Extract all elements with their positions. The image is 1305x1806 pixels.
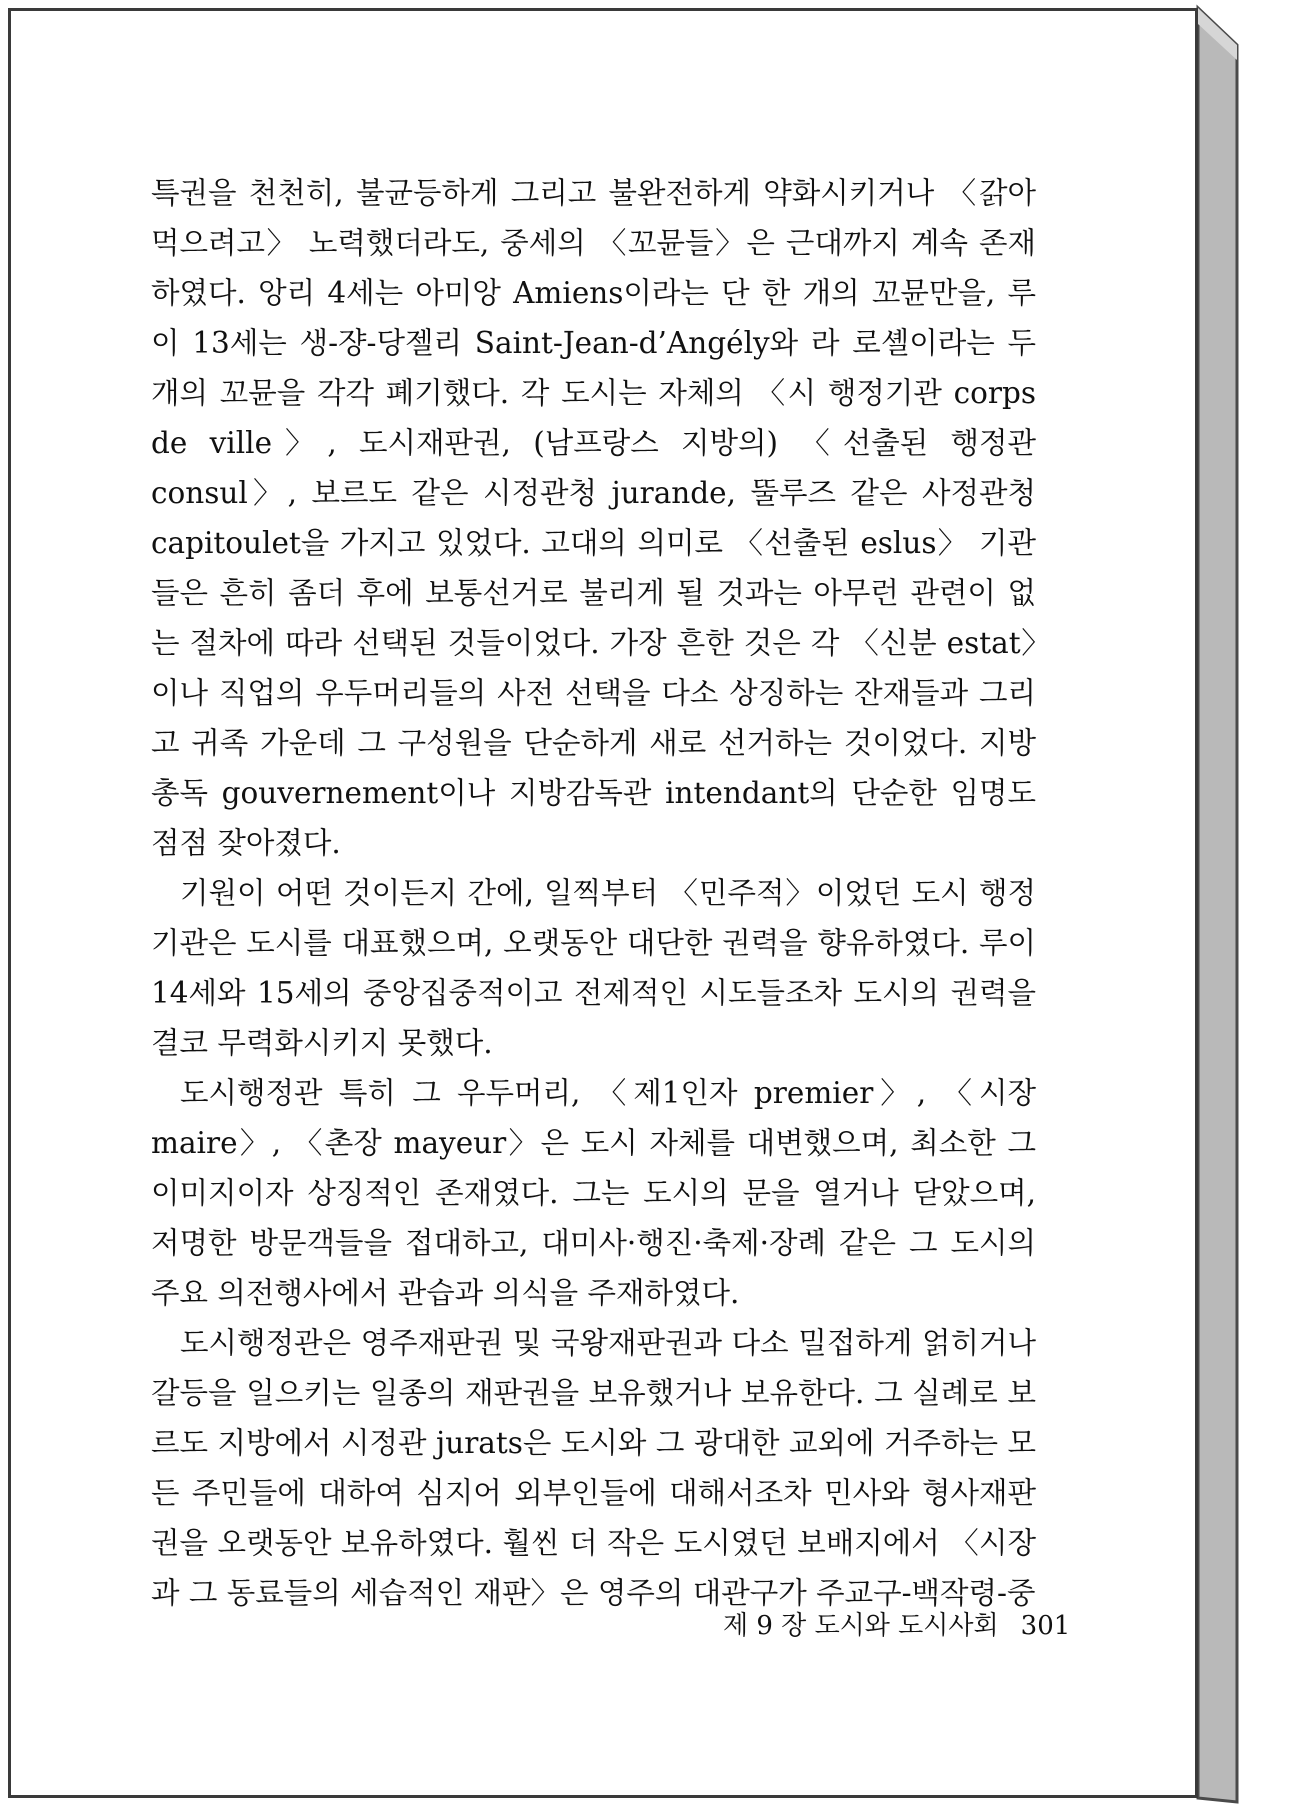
paragraph-4: 도시행정관은 영주재판권 및 국왕재판권과 다소 밀접하게 얽히거나 갈등을 일으키는 일종의 재판권을 보유했거나 보유한다. 그 실례로 보르도 지방에서 시정관 jurats은 도시와 그 광대한 교외에 거주하는 모든 주민들에 대하여 심지어 외부인들에 대해서조차 민사와 형사재판권을 오랫동안 보유하였다. 훨씬 더 작은 도시였던 보배지에서 〈시장과 그 동료들의 세습적인 재판〉은 영주의 대관구가 주교구-백작령-중 xyxy=(151,1326,1036,1610)
paragraph-1: 특권을 천천히, 불균등하게 그리고 불완전하게 약화시키거나 〈갉아먹으려고〉 노력했더라도, 중세의 〈꼬뮨들〉은 근대까지 계속 존재하였다. 앙리 4세는 아미앙 Amiens이라는 단 한 개의 꼬뮨만을, 루이 13세는 생-쟝-당젤리 Saint-Jean-d’Angély와 라 로셸이라는 두 개의 꼬뮨을 각각 폐기했다. 각 도시는 자체의 〈시 행정기관 corps de ville〉, 도시재판권, (남프랑스 지방의) 〈선출된 행정관 consul〉, 보르도 같은 시정관청 jurande, 뚤루즈 같은 사정관청 capitoulet을 가지고 있었다. 고대의 의미로 〈선출된 eslus〉 기관들은 흔히 좀더 후에 보통선거로 불리게 될 것과는 아무런 관련이 없는 절차에 따라 선택된 것들이었다. 가장 흔한 것은 각 〈신분 estat〉이나 직업의 우두머리들의 사전 선택을 다소 상징하는 잔재들과 그리고 귀족 가운데 그 구성원을 단순하게 새로 선거하는 것이었다. 지방총독 gouvernement이나 지방감독관 intendant의 단순한 임명도 점점 잦아졌다. xyxy=(151,176,1036,860)
paragraph-3: 도시행정관 특히 그 우두머리, 〈제1인자 premier〉, 〈시장 maire〉, 〈촌장 mayeur〉은 도시 자체를 대변했으며, 최소한 그 이미지이자 상징적인 존재였다. 그는 도시의 문을 열거나 닫았으며, 저명한 방문객들을 접대하고, 대미사·행진·축제·장례 같은 그 도시의 주요 의전행사에서 관습과 의식을 주재하였다. xyxy=(151,1076,1036,1310)
chapter-title: 제 9 장 도시와 도시사회 xyxy=(723,1611,999,1641)
page-number: 301 xyxy=(1020,1611,1071,1641)
body-text xyxy=(151,168,1036,1618)
page-footer xyxy=(723,1605,1070,1642)
document-page xyxy=(8,8,1198,1798)
paragraph-2: 기원이 어떤 것이든지 간에, 일찍부터 〈민주적〉이었던 도시 행정기관은 도시를 대표했으며, 오랫동안 대단한 권력을 향유하였다. 루이 14세와 15세의 중앙집중적이고 전제적인 시도들조차 도시의 권력을 결코 무력화시키지 못했다. xyxy=(151,876,1036,1060)
